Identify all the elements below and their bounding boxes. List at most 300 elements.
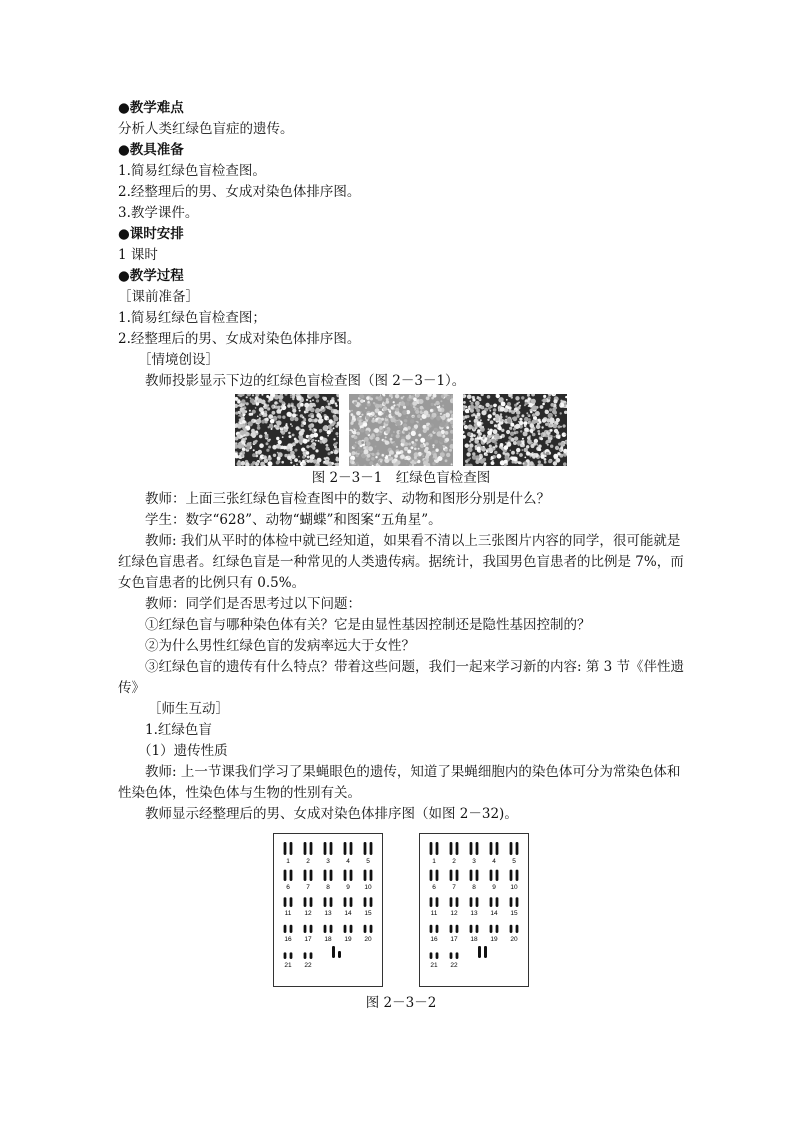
chromosome-pair xyxy=(450,870,459,881)
plate-dot xyxy=(259,435,263,439)
plate-dot xyxy=(278,440,282,444)
plate-dot xyxy=(290,423,292,425)
plate-dot xyxy=(476,458,479,461)
figure-1-caption: 图 2－3－1 红绿色盲检查图 xyxy=(311,470,491,486)
plate-dot xyxy=(302,456,305,459)
plate-dot xyxy=(501,402,506,407)
plate-dot xyxy=(546,440,549,443)
plate-dot xyxy=(424,449,428,453)
plate-dot xyxy=(251,429,255,433)
plate-dot xyxy=(481,440,483,442)
plate-dot xyxy=(487,395,491,399)
plate-dot xyxy=(257,426,261,430)
chromosome-pair xyxy=(344,870,353,881)
plate-dot xyxy=(545,455,547,457)
plate-dot xyxy=(481,406,485,410)
plate-dot xyxy=(405,456,407,458)
plate-dot xyxy=(267,434,269,436)
plate-dot xyxy=(451,463,453,465)
male-karyotype-chart xyxy=(273,833,383,987)
chromosome-number: 7 xyxy=(306,884,310,891)
plate-dot xyxy=(436,416,441,421)
plate-dot xyxy=(491,439,495,443)
plate-dot xyxy=(432,413,437,418)
plate-dot xyxy=(548,430,550,432)
plate-dot xyxy=(560,400,562,402)
plate-dot xyxy=(516,452,518,454)
chromosome-pair xyxy=(284,925,293,933)
plate-dot xyxy=(495,445,498,448)
plate-dot xyxy=(560,426,562,428)
plate-dot xyxy=(547,396,550,399)
chromosome-number: 19 xyxy=(344,936,352,943)
plate-dot xyxy=(508,436,511,439)
plate-dot xyxy=(394,454,398,458)
plate-dot xyxy=(536,443,538,445)
plate-dot xyxy=(271,428,273,430)
teacher-line: 教师显示经整理后的男、女成对染色体排序图（如图 2－32)。 xyxy=(145,806,518,822)
plate-dot xyxy=(469,400,471,402)
plate-dot xyxy=(552,407,556,411)
plate-dot xyxy=(418,448,420,450)
plate-dot xyxy=(354,425,358,429)
plate-dot xyxy=(268,446,271,449)
plate-dot xyxy=(468,425,473,430)
plate-dot xyxy=(386,398,389,401)
plate-dot xyxy=(477,447,481,451)
dialog-line: 学生：数字“628”、动物“蝴蝶”和图案“五角星”。 xyxy=(145,512,442,528)
plate-dot xyxy=(500,443,504,447)
plate-dot xyxy=(480,459,485,464)
chromosome-number: 15 xyxy=(364,910,372,917)
plate-dot xyxy=(481,410,486,415)
plate-dot xyxy=(468,407,470,409)
plate-dot xyxy=(433,458,435,460)
chromosome-number: 10 xyxy=(510,884,518,891)
plate-dot xyxy=(441,415,446,420)
plate-dot xyxy=(486,449,488,451)
plate-dot xyxy=(277,406,281,410)
plate-dot xyxy=(442,422,446,426)
heading-process: ● 教学过程 xyxy=(118,266,684,287)
plate-dot xyxy=(304,403,309,408)
plate-dot xyxy=(294,417,298,421)
plate-dot xyxy=(470,405,475,410)
chromosome-number: 22 xyxy=(304,962,312,969)
plate-dot xyxy=(412,416,414,418)
plate-dot xyxy=(447,418,450,421)
dialog-line: 教师：同学们是否思考过以下问题： xyxy=(145,596,361,612)
plate-dot xyxy=(474,405,478,409)
plate-dot xyxy=(532,420,537,425)
chromosome-number: 5 xyxy=(366,858,370,865)
plate-dot xyxy=(291,425,293,427)
plate-dot xyxy=(383,394,385,396)
chromosome-pair xyxy=(450,925,459,933)
plate-dot xyxy=(367,401,370,404)
plate-dot xyxy=(424,410,429,415)
plate-dot xyxy=(550,429,553,432)
plate-dot xyxy=(318,440,320,442)
plate-dot xyxy=(306,445,309,448)
plate-dot xyxy=(281,427,283,429)
plate-dot xyxy=(532,413,536,417)
plate-dot xyxy=(518,461,521,464)
plate-dot xyxy=(307,456,310,459)
plate-dot xyxy=(288,403,290,405)
plate-dot xyxy=(541,433,543,435)
chromosome-pair xyxy=(324,925,333,933)
plate-dot xyxy=(521,414,524,417)
plate-dot xyxy=(312,399,314,401)
plate-dot xyxy=(538,419,541,422)
chromosome-pair xyxy=(324,842,333,855)
plate-dot xyxy=(383,411,386,414)
plate-dot xyxy=(375,404,380,409)
plate-dot xyxy=(467,432,471,436)
plate-dot xyxy=(391,455,394,458)
plate-dot xyxy=(420,438,425,443)
plate-dot xyxy=(387,409,389,411)
plate-dot xyxy=(382,454,385,457)
plate-dot xyxy=(259,413,262,416)
plate-dot xyxy=(327,435,329,437)
schedule-text: 1 课时 xyxy=(118,247,158,263)
chromosome-number: 8 xyxy=(326,884,330,891)
plate-dot xyxy=(385,428,387,430)
plate-dot xyxy=(373,402,375,404)
plate-dot xyxy=(469,420,471,422)
plate-dot xyxy=(290,394,292,396)
plate-dot xyxy=(287,404,291,408)
plate-dot xyxy=(506,399,508,401)
plate-dot xyxy=(330,399,335,404)
plate-dot xyxy=(266,449,269,452)
chromosome-number: 22 xyxy=(450,962,458,969)
plate-dot xyxy=(550,445,553,448)
plate-dot xyxy=(376,433,379,436)
plate-dot xyxy=(370,415,372,417)
question-item: ③红绿色盲的遗传有什么特点？带着这些问题，我们一起来学习新的内容: 第 3 节《伴性遗传》 xyxy=(118,659,685,696)
plate-dot xyxy=(359,405,361,407)
plate-dot xyxy=(281,405,283,407)
plate-dot xyxy=(443,414,445,416)
plate-dot xyxy=(413,406,415,408)
chromosome-number: 9 xyxy=(492,884,496,891)
plate-dot xyxy=(550,419,555,424)
plate-dot xyxy=(538,445,541,448)
plate-dot xyxy=(294,458,298,462)
plate-dot xyxy=(557,425,560,428)
plate-dot xyxy=(530,411,533,414)
plate-dot xyxy=(560,412,562,414)
chromosome-pair xyxy=(304,842,313,855)
plate-dot xyxy=(329,419,333,423)
plate-dot xyxy=(425,442,428,445)
plate-dot xyxy=(488,407,491,410)
plate-dot xyxy=(389,450,394,455)
plate-dot xyxy=(411,447,413,449)
plate-dot xyxy=(292,409,296,413)
plate-dot xyxy=(361,414,363,416)
chromosome-number: 2 xyxy=(452,858,456,865)
chromosome-pair xyxy=(450,952,459,959)
tools-item: 2.经整理后的男、女成对染色体排序图。 xyxy=(118,184,361,200)
plate-dot xyxy=(235,412,238,415)
plate-dot xyxy=(557,446,559,448)
plate-dot xyxy=(487,419,489,421)
plate-dot xyxy=(390,418,395,423)
plate-dot xyxy=(363,446,366,449)
plate-dot xyxy=(282,401,285,404)
plate-dot xyxy=(256,419,261,424)
plate-dot xyxy=(326,444,329,447)
plate-dot xyxy=(528,397,531,400)
plate-dot xyxy=(553,399,557,403)
plate-dot xyxy=(353,444,356,447)
chromosome-number: 12 xyxy=(450,910,458,917)
plate-dot xyxy=(524,417,529,422)
plate-dot xyxy=(391,434,393,436)
plate-dot xyxy=(417,414,421,418)
plate-dot xyxy=(513,428,516,431)
plate-dot xyxy=(519,405,521,407)
chromosome-pair xyxy=(364,870,373,881)
plate-dot xyxy=(497,436,501,440)
plate-dot xyxy=(541,426,543,428)
plate-dot xyxy=(269,439,271,441)
plate-dot xyxy=(292,442,296,446)
plate-dot xyxy=(550,403,554,407)
plate-dot xyxy=(292,396,295,399)
plate-dot xyxy=(516,415,519,418)
section-heading: 1.红绿色盲 xyxy=(145,722,212,738)
plate-dot xyxy=(530,456,532,458)
chromosome-number: 17 xyxy=(304,936,312,943)
plate-dot xyxy=(294,449,297,452)
chromosome-number: 1 xyxy=(432,858,436,865)
chromosome-number: 6 xyxy=(432,884,436,891)
plate-dot xyxy=(516,410,520,414)
plate-dot xyxy=(445,459,448,462)
plate-dot xyxy=(553,454,558,459)
plate-dot xyxy=(374,428,379,433)
plate-dot xyxy=(373,418,375,420)
plate-dot xyxy=(261,420,265,424)
plate-dot xyxy=(439,438,444,443)
plate-dot xyxy=(301,424,304,427)
plate-dot xyxy=(269,424,273,428)
chromosome-number: 18 xyxy=(470,936,478,943)
plate-dot xyxy=(528,418,531,421)
chromosome-number: 13 xyxy=(324,910,332,917)
scene-label: ［情境创设］ xyxy=(138,352,219,368)
chromosome-pair xyxy=(344,897,353,907)
plate-dot xyxy=(559,404,561,406)
plate-dot xyxy=(242,420,246,424)
plate-dot xyxy=(538,433,541,436)
plate-dot xyxy=(298,460,301,463)
plate-dot xyxy=(536,424,541,429)
plate-dot xyxy=(431,403,434,406)
figure-2-caption: 图 2－3－2 xyxy=(365,995,437,1011)
plate-dot xyxy=(335,405,337,407)
plate-dot xyxy=(527,452,530,455)
plate-dot xyxy=(365,430,369,434)
plate-dot xyxy=(445,438,449,442)
plate-dot xyxy=(423,429,427,433)
plate-dot xyxy=(524,448,528,452)
plate-dot xyxy=(356,411,361,416)
plate-dot xyxy=(242,403,245,406)
plate-dot xyxy=(351,413,354,416)
plate-dot xyxy=(545,423,548,426)
plate-dot xyxy=(321,412,323,414)
plate-dot xyxy=(336,433,338,435)
plate-dot xyxy=(492,412,495,415)
plate-dot xyxy=(243,414,246,417)
chromosome-number: 7 xyxy=(452,884,456,891)
plate-dot xyxy=(468,447,473,452)
chromosome-pair xyxy=(490,897,499,907)
plate-dot xyxy=(426,436,430,440)
plate-dot xyxy=(383,406,388,411)
plate-dot xyxy=(237,400,240,403)
plate-dot xyxy=(314,429,317,432)
plate-dot xyxy=(440,452,445,457)
plate-dot xyxy=(291,454,296,459)
plate-dot xyxy=(396,446,398,448)
plate-dot xyxy=(477,435,479,437)
plate-dot xyxy=(366,441,371,446)
sex-chromosome-x xyxy=(332,946,335,958)
prep-item: 1.简易红绿色盲检查图； xyxy=(118,310,266,326)
plate-dot xyxy=(360,399,364,403)
chromosome-number: 17 xyxy=(450,936,458,943)
plate-dot xyxy=(380,460,382,462)
plate-dot xyxy=(371,433,374,436)
plate-dot xyxy=(242,410,246,414)
plate-dot xyxy=(314,418,318,422)
chromosome-number: 14 xyxy=(344,910,352,917)
plate-dot xyxy=(493,429,498,434)
plate-dot xyxy=(430,409,432,411)
plate-dot xyxy=(449,449,452,452)
plate-dot xyxy=(327,418,329,420)
plate-dot xyxy=(418,434,421,437)
plate-dot xyxy=(405,431,409,435)
plate-dot xyxy=(404,447,408,451)
plate-dot xyxy=(375,437,379,441)
plate-dot xyxy=(390,438,393,441)
plate-dot xyxy=(335,402,337,404)
plate-dot xyxy=(445,413,450,418)
plate-dot xyxy=(250,413,253,416)
plate-dot xyxy=(564,403,567,406)
chromosome-pair xyxy=(430,870,439,881)
plate-dot xyxy=(494,404,497,407)
plate-dot xyxy=(407,426,411,430)
plate-dot xyxy=(494,451,497,454)
plate-dot xyxy=(555,415,557,417)
karyotype-figure xyxy=(118,833,684,987)
plate-dot xyxy=(511,396,513,398)
plate-dot xyxy=(357,450,360,453)
plate-dot xyxy=(276,437,279,440)
plate-dot xyxy=(434,428,439,433)
plate-dot xyxy=(259,407,264,412)
plate-dot xyxy=(527,439,532,444)
plate-dot xyxy=(266,442,269,445)
chromosome-pair xyxy=(364,842,373,855)
plate-dot xyxy=(327,430,331,434)
teacher-paragraph: 教师: 上一节课我们学习了果蝇眼色的遗传，知道了果蝇细胞内的染色体可分为常染色体和性染色体，性染色体与生物的性别有关。 xyxy=(118,764,681,801)
plate-dot xyxy=(364,449,369,454)
plate-dot xyxy=(435,401,439,405)
plate-dot xyxy=(530,429,534,433)
chromosome-pair xyxy=(450,842,459,855)
plate-dot xyxy=(493,455,495,457)
plate-dot xyxy=(564,405,566,407)
plate-dot xyxy=(377,450,379,452)
plate-dot xyxy=(253,449,255,451)
plate-dot xyxy=(388,456,391,459)
plate-dot xyxy=(391,413,394,416)
plate-dot xyxy=(520,430,522,432)
plate-dot xyxy=(406,463,408,465)
plate-dot xyxy=(354,402,357,405)
plate-dot xyxy=(469,440,471,442)
plate-dot xyxy=(375,445,377,447)
chromosome-number: 3 xyxy=(326,858,330,865)
plate-dot xyxy=(375,456,377,458)
plate-dot xyxy=(333,416,338,421)
plate-dot xyxy=(298,456,300,458)
plate-dot xyxy=(281,461,284,464)
tools-item: 3.教学课件。 xyxy=(118,205,199,221)
chromosome-number: 4 xyxy=(492,858,496,865)
question-item: ②为什么男性红绿色盲的发病率远大于女性？ xyxy=(145,638,415,654)
plate-dot xyxy=(304,418,306,420)
chromosome-pair xyxy=(510,842,519,855)
plate-dot xyxy=(563,462,567,466)
plate-dot xyxy=(296,463,298,465)
plate-dot xyxy=(400,401,405,406)
plate-dot xyxy=(420,444,424,448)
plate-dot xyxy=(309,428,312,431)
plate-dot xyxy=(395,408,399,412)
plate-dot xyxy=(323,461,325,463)
plate-dot xyxy=(550,424,552,426)
plate-dot xyxy=(500,407,505,412)
plate-dot xyxy=(308,418,312,422)
plate-dot xyxy=(319,409,322,412)
plate-dot xyxy=(286,423,288,425)
plate-dot xyxy=(399,431,402,434)
plate-dot xyxy=(402,410,407,415)
plate-dot xyxy=(489,429,492,432)
plate-dot xyxy=(479,425,482,428)
plate-dot xyxy=(513,416,518,421)
plate-dot xyxy=(522,449,524,451)
plate-dot xyxy=(542,418,546,422)
plate-dot xyxy=(493,408,497,412)
plate-dot xyxy=(303,439,308,444)
chromosome-pair xyxy=(510,870,519,881)
plate-dot xyxy=(485,453,488,456)
plate-dot xyxy=(446,453,450,457)
chromosome-pair xyxy=(510,897,519,907)
